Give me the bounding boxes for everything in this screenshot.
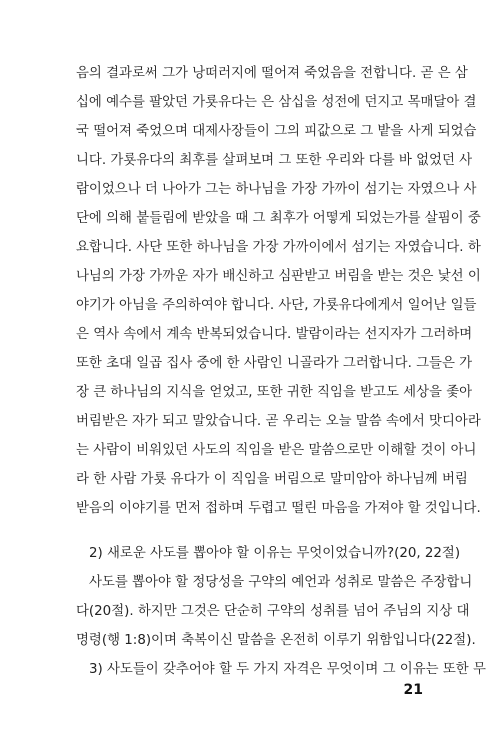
page-number: 21 [403,682,423,698]
body-line: 는 사람이 비워있던 사도의 직임을 받은 말씀으로만 이해할 것이 아니 [76,443,477,458]
body-line: 받음의 이야기를 먼저 접하며 두렵고 떨린 마음을 가져야 할 것입니다. [76,501,481,516]
body-line: 야기가 아님을 주의하여야 합니다. 사단, 가룟유다에게서 일어난 일들 [76,298,477,313]
body-line: 또한 초대 일곱 집사 중에 한 사람인 니골라가 그러합니다. 그들은 가 [76,356,473,371]
body-line: 람이었으나 더 나아가 그는 하나님을 가장 가까이 섬기는 자였으나 사 [76,182,477,197]
body-line: 은 역사 속에서 계속 반복되었습니다. 발람이라는 선지자가 그러하며 [76,327,473,342]
body-line: 십에 예수를 팔았던 가룟유다는 은 삼십을 성전에 던지고 목매달아 결 [76,95,477,110]
body-line: 요합니다. 사단 또한 하나님을 가장 가까이에서 섬기는 자였습니다. 하 [76,240,481,255]
body-line: 단에 의해 붙들림에 받았을 때 그 최후가 어떻게 되었는가를 살핌이 중 [76,211,481,226]
body-line: 장 큰 하나님의 지식을 얻었고, 또한 귀한 직임을 받고도 세상을 좇아 [76,385,473,400]
question-3: 3) 사도들이 갖추어야 할 두 가지 자격은 무엇이며 그 이유는 또한 무 [89,662,486,677]
body-line: 니다. 가룟유다의 최후를 살펴보며 그 또한 우리와 다를 바 없었던 사 [76,153,473,168]
body-line: 라 한 사람 가룟 유다가 이 직임을 버림으로 말미암아 하나님께 버림 [76,472,468,487]
body-line: 국 떨어져 죽었으며 대제사장들이 그의 피값으로 그 밭을 사게 되었습 [76,124,477,139]
body-line: 버림받은 자가 되고 말았습니다. 곧 우리는 오늘 말씀 속에서 맛디아라 [76,414,481,429]
answer-line: 사도를 뽑아야 할 정당성을 구약의 예언과 성취로 말씀은 주장합니 [89,575,473,590]
answer-line: 다(20절). 하지만 그것은 단순히 구약의 성취를 넘어 주님의 지상 대 [76,604,470,619]
question-2: 2) 새로운 사도를 뽑아야 할 이유는 무엇이었습니까?(20, 22절) [89,546,461,561]
body-line: 음의 결과로써 그가 낭떠러지에 떨어져 죽었음을 전합니다. 곧 은 삼 [76,66,468,81]
answer-line: 명령(행 1:8)이며 축복이신 말씀을 온전히 이루기 위함입니다(22절). [76,633,476,648]
body-line: 나님의 가장 가까운 자가 배신하고 심판받고 버림을 받는 것은 낯선 이 [76,269,481,284]
